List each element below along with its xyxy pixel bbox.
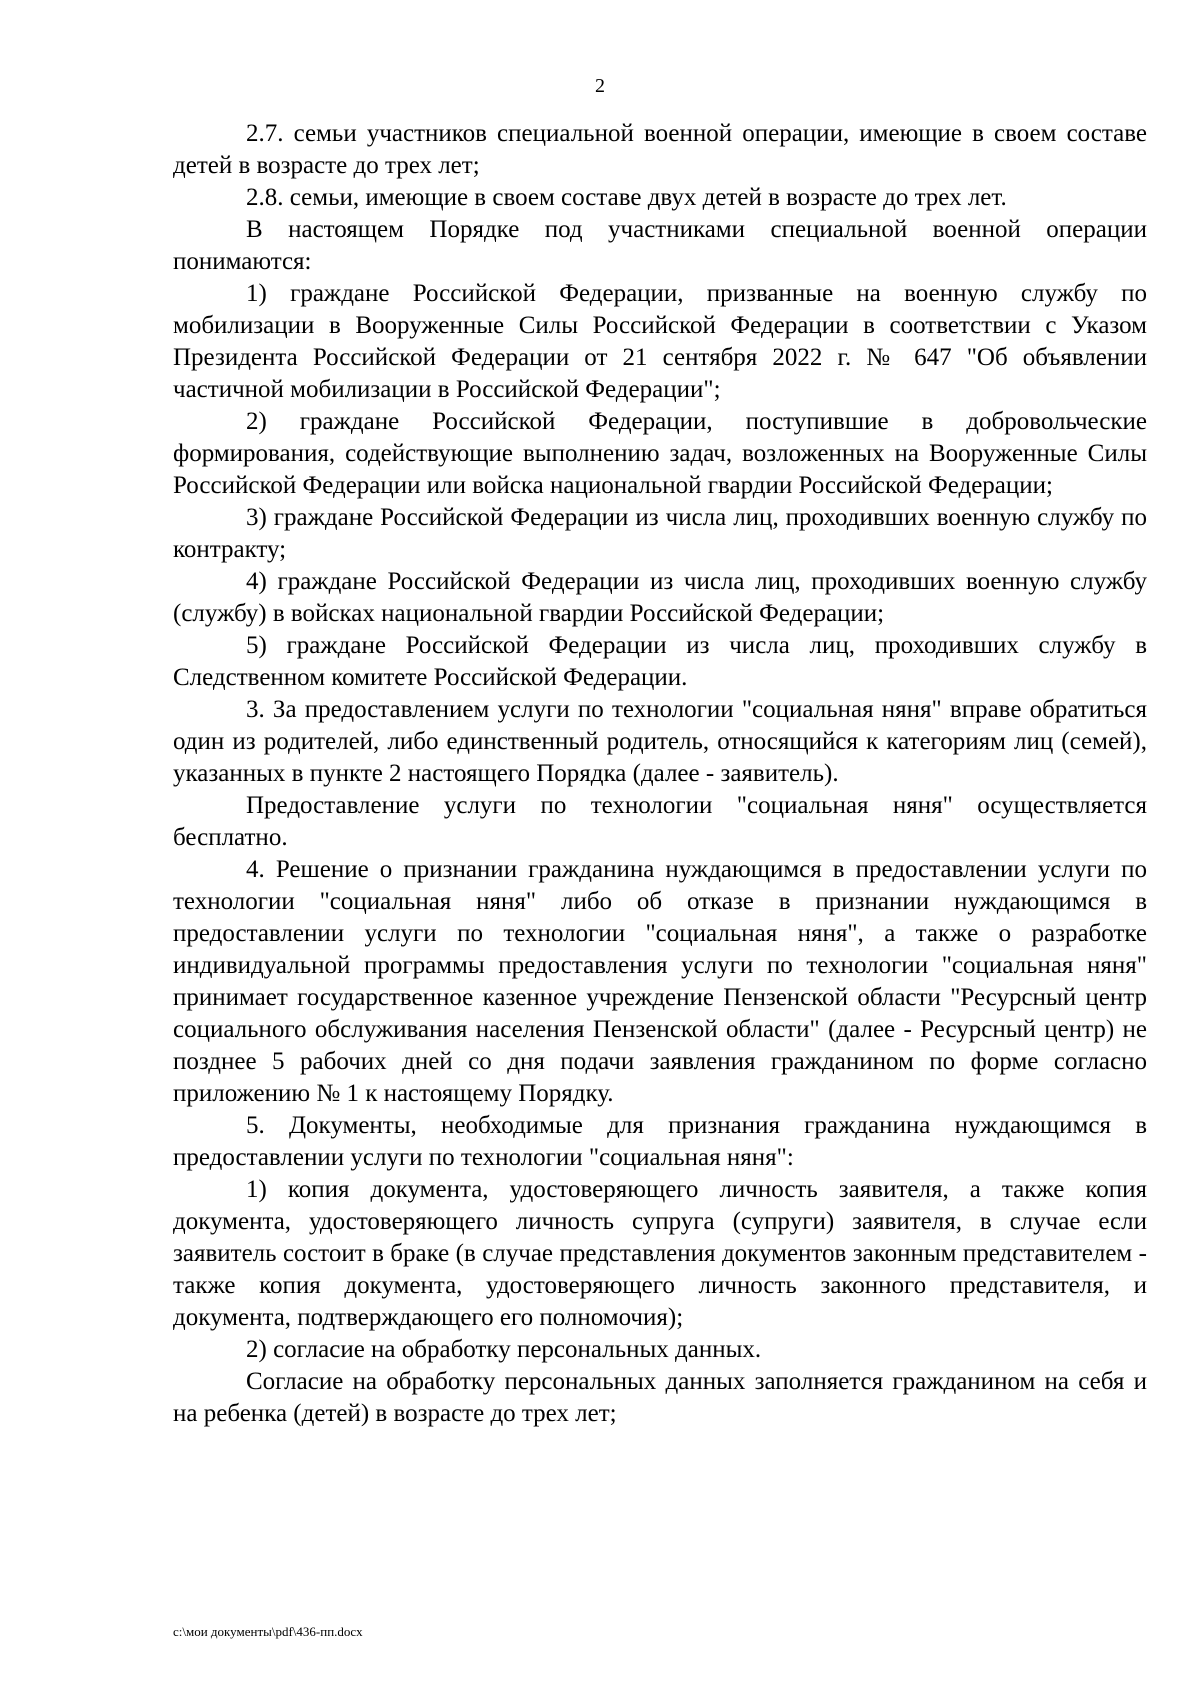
paragraph-definition-1: 1) граждане Российской Федерации, призванные на военную службу по мобилизации в Вооруженные Силы Российской Федерации в соответствии с Указом Президента Российской Федерации от 21 сентября 2022 г. № 647 "Об объявлении частичной мобилизации в Российской Федерации"; [173,280,1147,403]
page-number: 2 [595,75,605,97]
paragraph-5-consent: Согласие на обработку персональных данных заполняется гражданином на себя и на ребенка (детей) в возрасте до трех лет; [173,1368,1147,1427]
paragraph-5-2: 2) согласие на обработку персональных данных. [246,1336,762,1363]
document-body [173,118,1147,1430]
paragraph-2-7: 2.7. семьи участников специальной военной операции, имеющие в своем составе детей в возрасте до трех лет; [173,120,1147,179]
paragraph-5-1: 1) копия документа, удостоверяющего личность заявителя, а также копия документа, удостоверяющего личность супруга (супруги) заявителя, в случае если заявитель состоит в браке (в случае представления документов законным представителем - также копия документа, удостоверяющего личность законного представителя, и документа, подтверждающего его полномочия); [173,1176,1147,1331]
paragraph-3-free: Предоставление услуги по технологии "социальная няня" осуществляется бесплатно. [173,792,1147,851]
paragraph-definition-5: 5) граждане Российской Федерации из числа лиц, проходивших службу в Следственном комитете Российской Федерации. [173,632,1147,691]
paragraph-definition-intro: В настоящем Порядке под участниками специальной военной операции понимаются: [173,216,1147,275]
footer-file-path: c:\мои документы\pdf\436-пп.docx [173,1624,363,1639]
paragraph-3: 3. За предоставлением услуги по технологии "социальная няня" вправе обратиться один из родителей, либо единственный родитель, относящийся к категориям лиц (семей), указанных в пункте 2 настоящего Порядка (далее - заявитель). [173,696,1147,787]
paragraph-definition-2: 2) граждане Российской Федерации, поступившие в добровольческие формирования, содействующие выполнению задач, возложенных на Вооруженные Силы Российской Федерации или войска национальной гвардии Российской Федерации; [173,408,1147,499]
paragraph-2-8: 2.8. семьи, имеющие в своем составе двух детей в возрасте до трех лет. [246,184,1007,211]
paragraph-4: 4. Решение о признании гражданина нуждающимся в предоставлении услуги по технологии "социальная няня" либо об отказе в признании нуждающимся в предоставлении услуги по технологии "социальная няня", а также о разработке индивидуальной программы предоставления услуги по технологии "социальная няня" принимает государственное казенное учреждение Пензенской области "Ресурсный центр социального обслуживания населения Пензенской области" (далее - Ресурсный центр) не позднее 5 рабочих дней со дня подачи заявления гражданином по форме согласно приложению № 1 к настоящему Порядку. [173,856,1147,1107]
paragraph-definition-4: 4) граждане Российской Федерации из числа лиц, проходивших военную службу (службу) в войсках национальной гвардии Российской Федерации; [173,568,1147,627]
paragraph-5: 5. Документы, необходимые для признания гражданина нуждающимся в предоставлении услуги по технологии "социальная няня": [173,1112,1147,1171]
paragraph-definition-3: 3) граждане Российской Федерации из числа лиц, проходивших военную службу по контракту; [173,504,1147,563]
